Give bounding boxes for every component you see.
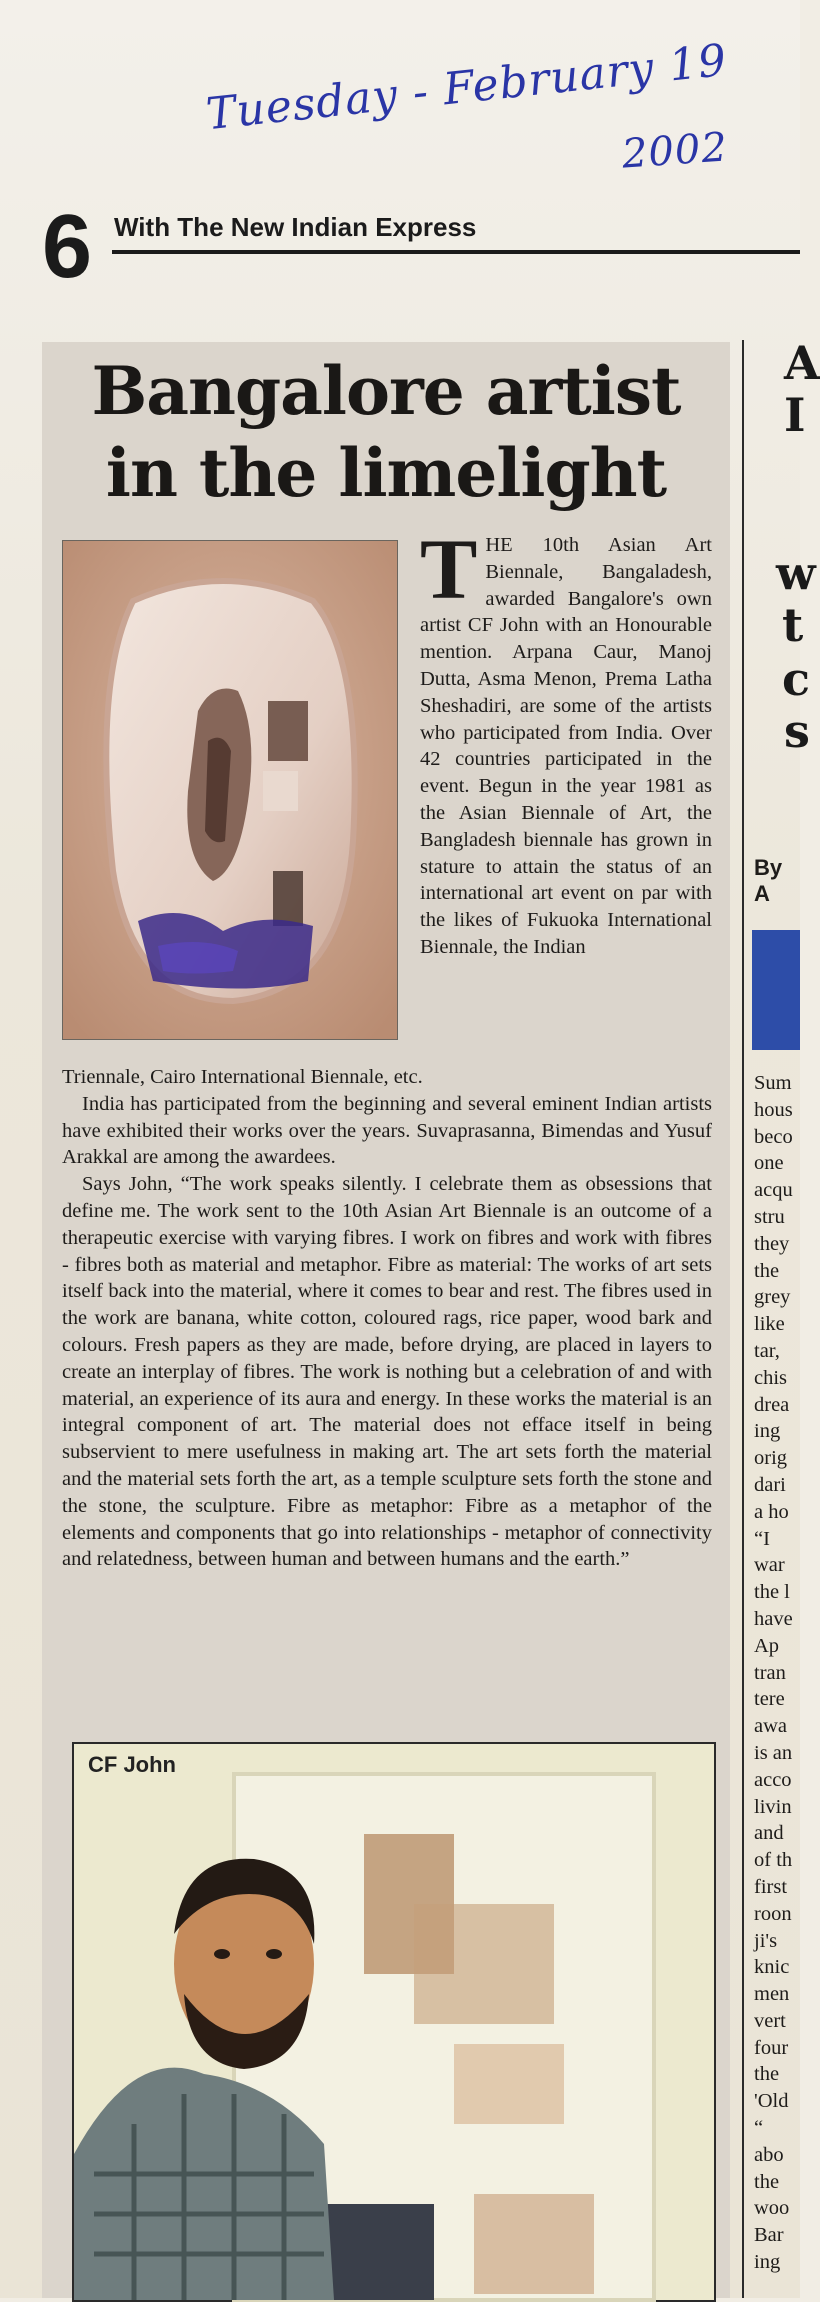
artwork-image	[63, 541, 397, 1039]
paragraph-3: Says John, “The work speaks silently. I celebrate them as obsessions that define me. The work sent to the 10th Asian Art Biennale is an outcome of a therapeutic exercise with varying fibres. I work on fibres and work with fibres - fibres both as material and metaphor. Fibre as material: The works of art sets itself back into the material, where it comes to bear and rest. The fibres used in the work are banana, white cotton, coloured rags, rice paper, wood bark and colours. Fresh papers as they are made, before drying, are placed in layers to create an interplay of fibres. The work is nothing but a celebration of and with material, an experience of its aura and energy. In these works the material is an integral component of art. The material does not efface itself in being subservient to mere usefulness in making art. The art sets forth the material and the material sets forth the art, as a temple sculpture sets forth the stone and the stone, the sculpture. Fibre as metaphor: Fibre as a metaphor of the elements and components that go into relationships - metaphor of connectivity and relatedness, between human and between humans and the earth.”	[62, 1173, 712, 1571]
adjacent-line-fragment: Bar	[754, 2224, 784, 2247]
intro-continued: Triennale, Cairo International Biennale, etc.	[62, 1066, 423, 1088]
adjacent-line-fragment: a ho	[754, 1500, 789, 1523]
headline-line-2: in the limelight	[105, 434, 667, 512]
adjacent-line-fragment: “I	[754, 1527, 770, 1550]
article-body	[62, 1064, 712, 1573]
photo-caption: CF John	[88, 1752, 176, 1777]
paragraph-2: India has participated from the beginning and several eminent Indian artists have exhibited their works over the years. Suvaprasanna, Bimendas and Yusuf Arakkal are among the awardees.	[62, 1092, 712, 1169]
adjacent-line-fragment: men	[754, 1983, 790, 2006]
adjacent-line-fragment: is an	[754, 1741, 793, 1764]
section-label: With The New Indian Express	[114, 212, 477, 242]
adjacent-article-fragment	[748, 336, 820, 2298]
adjacent-line-fragment: and	[754, 1822, 784, 1845]
adjacent-line-fragment: acco	[754, 1768, 792, 1791]
adjacent-line-fragment: Sum	[754, 1072, 792, 1094]
adjacent-line-fragment: tran	[754, 1661, 786, 1684]
adjacent-line-fragment: knic	[754, 1956, 790, 1979]
adjacent-headline-fragment-6: s	[784, 704, 810, 758]
adjacent-line-fragment: hous	[754, 1098, 793, 1121]
handwritten-date: Tuesday - February 19	[203, 34, 730, 141]
adjacent-line-fragment: orig	[754, 1447, 788, 1470]
adjacent-line-fragment: like	[754, 1313, 785, 1336]
adjacent-line-fragment: the	[754, 1259, 780, 1282]
adjacent-line-fragment: of th	[754, 1849, 793, 1872]
adjacent-line-fragment: roon	[754, 1902, 792, 1925]
adjacent-line-fragment: acqu	[754, 1179, 793, 1202]
adjacent-line-fragment: war	[754, 1554, 785, 1577]
adjacent-line-fragment: tar,	[754, 1339, 780, 1362]
adjacent-line-fragment: drea	[754, 1393, 790, 1416]
adjacent-line-fragment: ji's	[754, 1929, 778, 1952]
adjacent-headline-fragment-4: t	[782, 598, 804, 652]
adjacent-line-fragment: stru	[754, 1205, 785, 1228]
adjacent-headline-fragment-1: A	[784, 336, 820, 390]
adjacent-line-fragment: the	[754, 2063, 780, 2086]
dropcap: T	[420, 521, 478, 617]
adjacent-line-fragment: first	[754, 1875, 788, 1898]
artwork-photo	[62, 540, 398, 1040]
adjacent-line-fragment: awa	[754, 1715, 788, 1738]
article	[42, 342, 730, 2298]
adjacent-line-fragment: the	[754, 2170, 780, 2193]
page-header	[42, 197, 800, 302]
adjacent-line-fragment: tere	[754, 1688, 785, 1711]
adjacent-line-fragment: grey	[754, 1286, 791, 1309]
handwritten-year: 2002	[620, 124, 730, 178]
adjacent-line-fragment: livin	[754, 1795, 792, 1818]
adjacent-line-fragment: ing	[754, 2251, 781, 2274]
adjacent-line-fragment: chis	[754, 1366, 788, 1389]
adjacent-line-fragment: abo	[754, 2143, 784, 2166]
artist-photo	[72, 1742, 716, 2302]
adjacent-line-fragment: four	[754, 2036, 789, 2059]
adjacent-line-fragment: “	[754, 2117, 764, 2140]
adjacent-line-fragment: they	[754, 1232, 790, 1255]
intro-text: HE 10th Asian Art Biennale, Bangaladesh, awarded Bangalore's own artist CF John with an Honourable mention. Arpana Caur, Manoj Dutta, Asma Menon, Prema Latha Sheshadiri, are some of the artists who participated from India. Over 42 countries participated in the event. Begun in the year 1981 as the Asian Biennale of Art, the Bangladesh biennale has grown in stature to attain the status of an international art event on par with the likes of Fukuoka International Biennale, the Indian	[420, 534, 712, 958]
adjacent-body-fragment	[754, 1070, 814, 2276]
adjacent-line-fragment: the l	[754, 1581, 790, 1604]
headline	[42, 350, 730, 514]
adjacent-headline-fragment-2: I	[784, 388, 806, 442]
adjacent-byline: By A	[754, 855, 783, 906]
column-divider	[742, 340, 744, 2298]
adjacent-headline-fragment-3: w	[776, 546, 816, 600]
header-rule	[112, 250, 800, 254]
adjacent-line-fragment: 'Old	[754, 2090, 789, 2113]
adjacent-line-fragment: Ap	[754, 1634, 780, 1657]
adjacent-line-fragment: ing	[754, 1420, 781, 1443]
adjacent-line-fragment: have	[754, 1607, 793, 1630]
adjacent-line-fragment: beco	[754, 1125, 793, 1148]
article-intro	[420, 521, 712, 961]
adjacent-headline-fragment-5: c	[782, 652, 811, 706]
adjacent-line-fragment: dari	[754, 1473, 786, 1496]
adjacent-line-fragment: woo	[754, 2197, 790, 2220]
headline-line-1: Bangalore artist	[91, 352, 681, 430]
adjacent-line-fragment: vert	[754, 2009, 786, 2032]
adjacent-line-fragment: one	[754, 1152, 784, 1175]
page-number: 6	[42, 197, 93, 297]
portrait-image	[74, 1744, 714, 2300]
adjacent-dropcap	[752, 930, 800, 1050]
